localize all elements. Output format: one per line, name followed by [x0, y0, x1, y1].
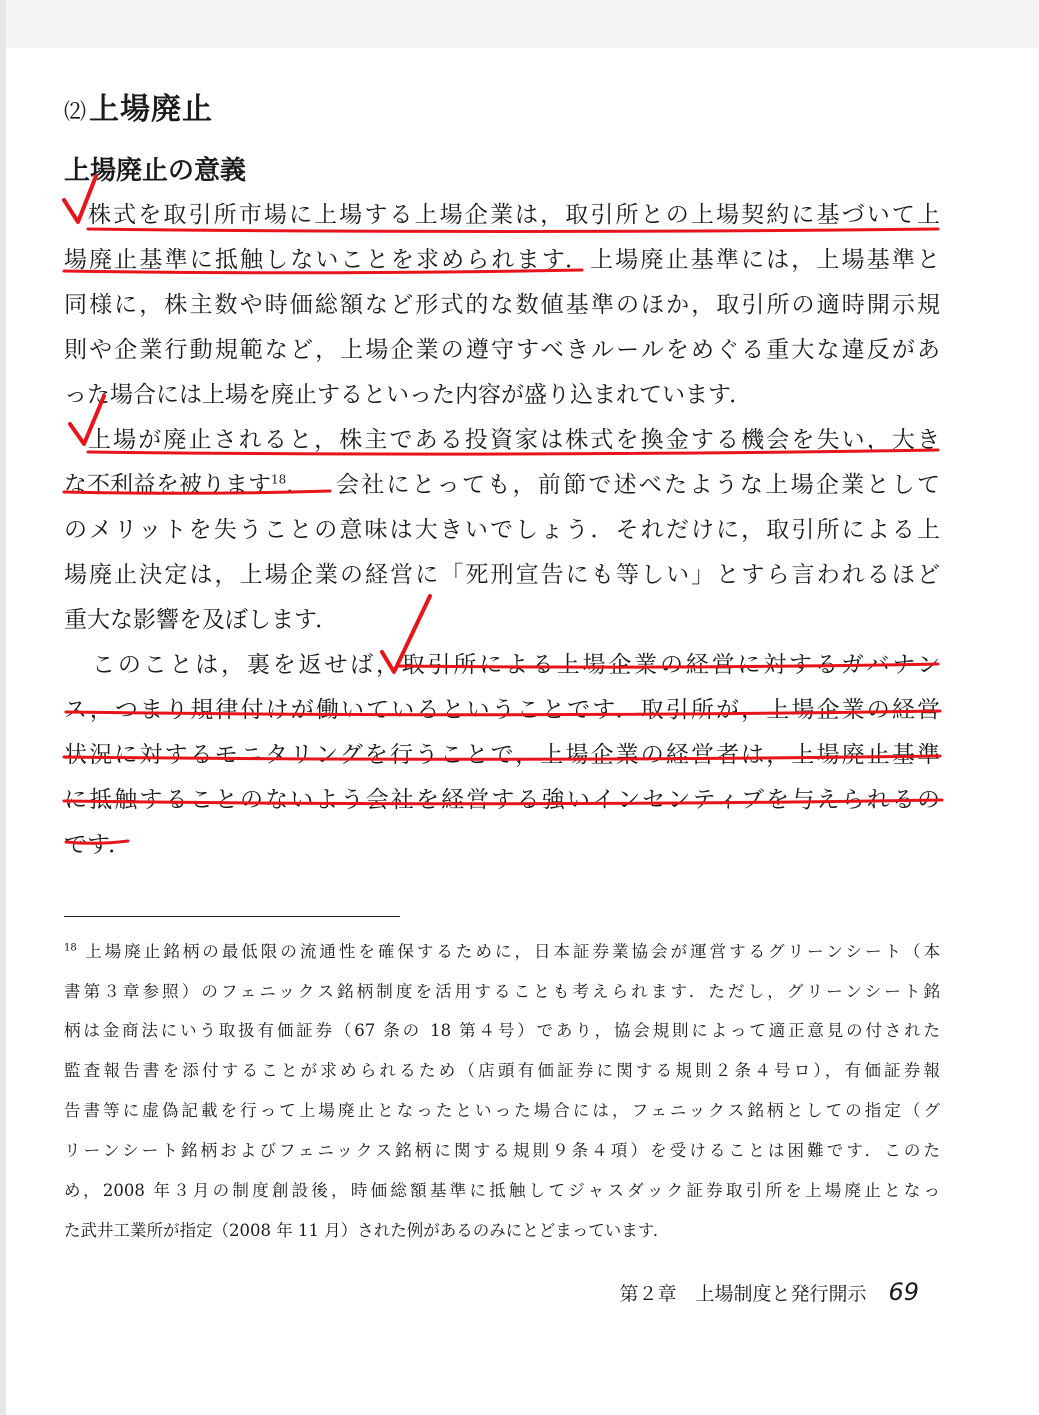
body-line: 同様に，株主数や時価総額など形式的な数値基準のほか，取引所の適時開示規	[64, 292, 941, 318]
footnote-marker: 18	[64, 942, 77, 954]
footnote-line: リーンシート銘柄およびフェニックス銘柄に関する規則９条４項）を受けることは困難です．このた	[64, 1141, 940, 1160]
body-line: 場廃止基準に抵触しないことを求められます．上場廃止基準には，上場基準と	[64, 247, 940, 273]
body-line: 会社にとっても，前節で述べたような上場企業として	[336, 472, 940, 498]
page-footer	[619, 1278, 919, 1306]
body-line: ス，つまり規律付けが働いているということです．取引所が，上場企業の経営	[64, 697, 940, 723]
footnote-line: 告書等に虚偽記載を行って上場廃止となったといった場合には，フェニックス銘柄としての指定（グ	[64, 1101, 940, 1120]
body-line: に抵触することのないよう会社を経営する強いインセンティブを与えられるの	[64, 787, 940, 813]
body-line: 状況に対するモニタリングを行うことで，上場企業の経営者は，上場廃止基準	[64, 742, 940, 768]
body-line: 株式を取引所市場に上場する上場企業は，取引所との上場契約に基づいて上	[88, 202, 940, 228]
footnote-text: 上場廃止銘柄の最低限の流通性を確保するために，日本証券業協会が運営するグリーンシート（本	[82, 942, 940, 961]
page-number: 69	[888, 1278, 919, 1306]
scan-top-band	[0, 0, 1039, 48]
body-line: このことは，裏を返せば，取引所による上場企業の経営に対するガバナン	[92, 652, 940, 678]
body-text: ．	[286, 472, 310, 498]
footnote-line: 柄は金商法にいう取扱有価証券（67 条の 18 第４号）であり，協会規則によって適正意見の付された	[64, 1021, 940, 1040]
body-line: った場合には上場を廃止するといった内容が盛り込まれています．	[64, 382, 753, 408]
footnote-line: 監査報告書を添付することが求められるため（店頭有価証券に関する規則２条４号ロ），有価証券報	[64, 1061, 940, 1080]
body-line: 則や企業行動規範など，上場企業の遵守すべきルールをめぐる重大な違反があ	[64, 337, 940, 363]
body-line: 重大な影響を及ぼします．	[64, 607, 339, 633]
footnote-reference[interactable]: 18	[271, 472, 287, 487]
body-line: です．	[64, 832, 132, 858]
body-line: のメリットを失うことの意味は大きいでしょう．それだけに，取引所による上	[64, 517, 940, 543]
body-line-with-footnote-ref	[64, 470, 330, 500]
section-number: ⑵	[64, 100, 88, 125]
footnote-line: め，2008 年３月の制度創設後，時価総額基準に抵触してジャスダック証券取引所を上場廃止となっ	[64, 1181, 940, 1200]
section-heading	[64, 84, 213, 128]
chapter-title: 第２章 上場制度と発行開示	[619, 1283, 867, 1305]
body-line: 上場が廃止されると，株主である投資家は株式を換金する機会を失い，大き	[88, 427, 941, 453]
subsection-heading: 上場廃止の意義	[64, 156, 247, 186]
footnote-divider	[64, 916, 400, 917]
section-title: 上場廃止	[89, 92, 214, 127]
footnote-line: た武井工業所が指定（2008 年 11 月）された例があるのみにとどまっています．	[64, 1221, 670, 1240]
footnote-line: 書第３章参照）のフェニックス銘柄制度を活用することも考えられます．ただし，グリーンシート銘	[64, 982, 940, 1001]
page-edge	[0, 0, 6, 1415]
body-text: な不利益を被ります	[64, 472, 271, 498]
footnote-line	[64, 940, 940, 964]
body-line: 場廃止決定は，上場企業の経営に「死刑宣告にも等しい」とすら言われるほど	[64, 562, 940, 588]
